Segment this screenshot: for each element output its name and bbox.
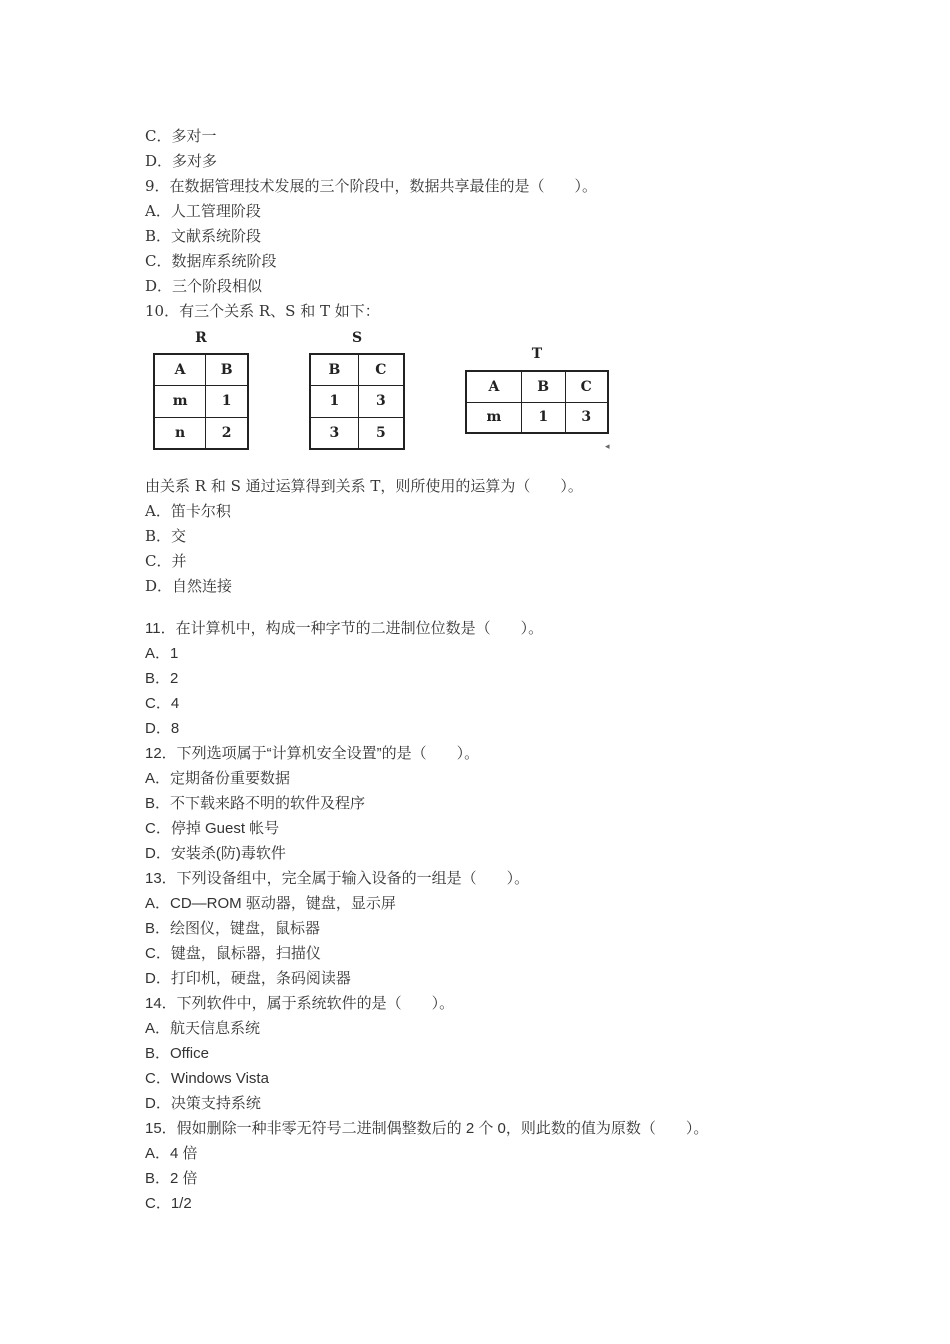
option-line: D．自然连接 <box>145 577 233 595</box>
question-line: 10．有三个关系 R、S 和 T 如下： <box>145 302 380 320</box>
option-line: A．人工管理阶段 <box>145 202 261 220</box>
block-q8-q10 <box>145 124 825 324</box>
table-cell: 5 <box>358 417 404 449</box>
option-line: C．数据库系统阶段 <box>145 252 277 270</box>
table-cell: 3 <box>358 386 404 417</box>
option-line: D．三个阶段相似 <box>145 277 263 295</box>
table-cell: 1 <box>521 402 565 433</box>
table-cell: B <box>206 354 248 386</box>
question-line: 由关系 R 和 S 通过运算得到关系 T，则所使用的运算为（ ）。 <box>145 477 583 495</box>
option-line: B．不下载来路不明的软件及程序 <box>145 795 366 812</box>
option-line: B．Office <box>145 1045 209 1062</box>
option-line: B．2 倍 <box>145 1170 198 1187</box>
table-cell: m <box>466 402 521 433</box>
option-line: D．安装杀(防)毒软件 <box>145 845 286 862</box>
option-line: C．Windows Vista <box>145 1070 269 1087</box>
option-line: D．打印机，硬盘，条码阅读器 <box>145 970 351 987</box>
option-line: A．定期备份重要数据 <box>145 770 291 787</box>
option-line: C．并 <box>145 552 187 570</box>
table-cell: A <box>154 354 206 386</box>
scan-mark-icon: ◂ <box>605 442 610 452</box>
option-line: D．8 <box>145 720 180 737</box>
table-cell: A <box>466 371 521 402</box>
relation-s-caption: S <box>351 330 363 346</box>
table-cell: C <box>565 371 608 402</box>
relations-figure <box>145 324 825 474</box>
question-line: 12．下列选项属于“计算机安全设置”的是（ ）。 <box>145 745 480 762</box>
table-cell: 3 <box>310 417 358 449</box>
question-line: 13．下列设备组中，完全属于输入设备的一组是（ ）。 <box>145 870 530 887</box>
option-line: D．决策支持系统 <box>145 1095 261 1112</box>
option-line: A．1 <box>145 645 179 662</box>
option-line: C．4 <box>145 695 180 712</box>
table-cell: B <box>521 371 565 402</box>
relation-r-caption: R <box>195 330 207 346</box>
relation-t-table <box>465 370 609 434</box>
option-line: B．2 <box>145 670 179 687</box>
table-cell: B <box>310 354 358 386</box>
option-line: C．停掉 Guest 帐号 <box>145 820 280 837</box>
option-line: A．4 倍 <box>145 1145 198 1162</box>
option-line: C．键盘，鼠标器，扫描仪 <box>145 945 321 962</box>
option-line: D．多对多 <box>145 152 218 170</box>
table-cell: 1 <box>206 386 248 417</box>
table-cell: 2 <box>206 417 248 449</box>
option-line: C．1/2 <box>145 1195 192 1212</box>
question-line: 9．在数据管理技术发展的三个阶段中，数据共享最佳的是（ ）。 <box>145 177 598 195</box>
option-line: C．多对一 <box>145 127 217 145</box>
relation-r-table <box>153 353 249 450</box>
question-line: 15．假如删除一种非零无符号二进制偶整数后的 2 个 0，则此数的值为原数（ ）。 <box>145 1120 709 1137</box>
relation-s-table <box>309 353 405 450</box>
table-cell: n <box>154 417 206 449</box>
table-cell: C <box>358 354 404 386</box>
relation-t-caption: T <box>531 346 543 362</box>
question-line: 14．下列软件中，属于系统软件的是（ ）。 <box>145 995 455 1012</box>
block-q11-q15 <box>145 616 825 1216</box>
option-line: A．CD—ROM 驱动器，键盘，显示屏 <box>145 895 396 912</box>
option-line: A．航天信息系统 <box>145 1020 261 1037</box>
table-cell: 1 <box>310 386 358 417</box>
option-line: B．交 <box>145 527 187 545</box>
table-cell: 3 <box>565 402 608 433</box>
block-q10-options <box>145 474 825 599</box>
table-cell: m <box>154 386 206 417</box>
content-column <box>145 124 825 1216</box>
option-line: A．笛卡尔积 <box>145 502 231 520</box>
paragraph-gap <box>145 599 825 616</box>
question-line: 11．在计算机中，构成一种字节的二进制位位数是（ ）。 <box>145 620 544 637</box>
option-line: B．绘图仪，键盘，鼠标器 <box>145 920 321 937</box>
option-line: B．文献系统阶段 <box>145 227 262 245</box>
